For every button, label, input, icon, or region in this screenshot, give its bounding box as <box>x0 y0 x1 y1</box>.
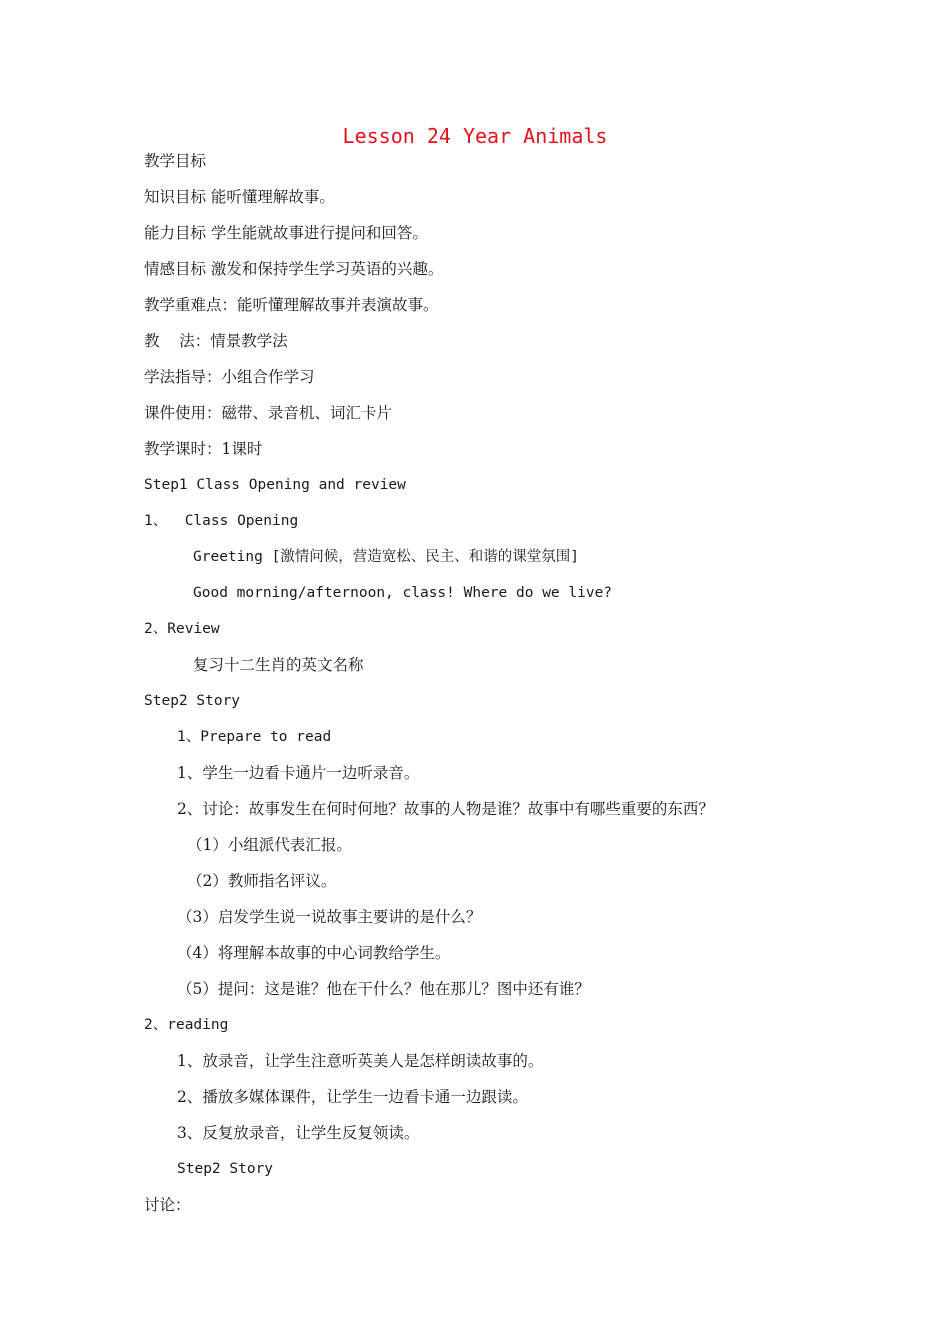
text-line: 1、放录音，让学生注意听英美人是怎样朗读故事的。 <box>177 1052 544 1070</box>
text-line: 学法指导：小组合作学习 <box>144 368 315 386</box>
text-line: 1、Prepare to read <box>177 729 332 745</box>
text-line: 教学目标 <box>144 152 207 170</box>
text-line: 复习十二生肖的英文名称 <box>193 656 364 674</box>
text-line: （2）教师指名评议。 <box>187 872 337 890</box>
text-line: 教学重难点：能听懂理解故事并表演故事。 <box>144 296 439 314</box>
text-line: 情感目标 激发和保持学生学习英语的兴趣。 <box>144 260 444 278</box>
text-line: 1、 Class Opening <box>144 513 299 529</box>
text-line: （4）将理解本故事的中心词教给学生。 <box>177 944 451 962</box>
text-line: 2、reading <box>144 1017 229 1033</box>
text-line: 教 法：情景教学法 <box>144 332 288 350</box>
text-line: 知识目标 能听懂理解故事。 <box>144 188 335 206</box>
text-line: Good morning/afternoon, class! Where do we live? <box>193 585 613 601</box>
text-line: 3、反复放录音，让学生反复领读。 <box>177 1124 420 1142</box>
text-line: Greeting [激情问候，营造宽松、民主、和谐的课堂氛围] <box>193 549 580 565</box>
text-line: 2、讨论：故事发生在何时何地？故事的人物是谁？故事中有哪些重要的东西？ <box>177 800 714 818</box>
text-line: 能力目标 学生能就故事进行提问和回答。 <box>144 224 428 242</box>
step-heading: Step1 Class Opening and review <box>144 477 406 493</box>
text-line: 2、Review <box>144 621 220 637</box>
text-line: 1、学生一边看卡通片一边听录音。 <box>177 764 420 782</box>
step-heading: Step2 Story <box>177 1161 274 1177</box>
text-line: 2、播放多媒体课件，让学生一边看卡通一边跟读。 <box>177 1088 528 1106</box>
document-title: Lesson 24 Year Animals <box>342 124 608 148</box>
text-line: （3）启发学生说一说故事主要讲的是什么？ <box>177 908 482 926</box>
step-heading: Step2 Story <box>144 693 241 709</box>
text-line: 课件使用：磁带、录音机、词汇卡片 <box>144 404 393 422</box>
text-line: 讨论： <box>144 1196 191 1214</box>
text-line: （5）提问：这是谁？他在干什么？他在那儿？图中还有谁？ <box>177 980 590 998</box>
text-line: （1）小组派代表汇报。 <box>187 836 352 854</box>
text-line: 教学课时：1课时 <box>144 440 263 458</box>
